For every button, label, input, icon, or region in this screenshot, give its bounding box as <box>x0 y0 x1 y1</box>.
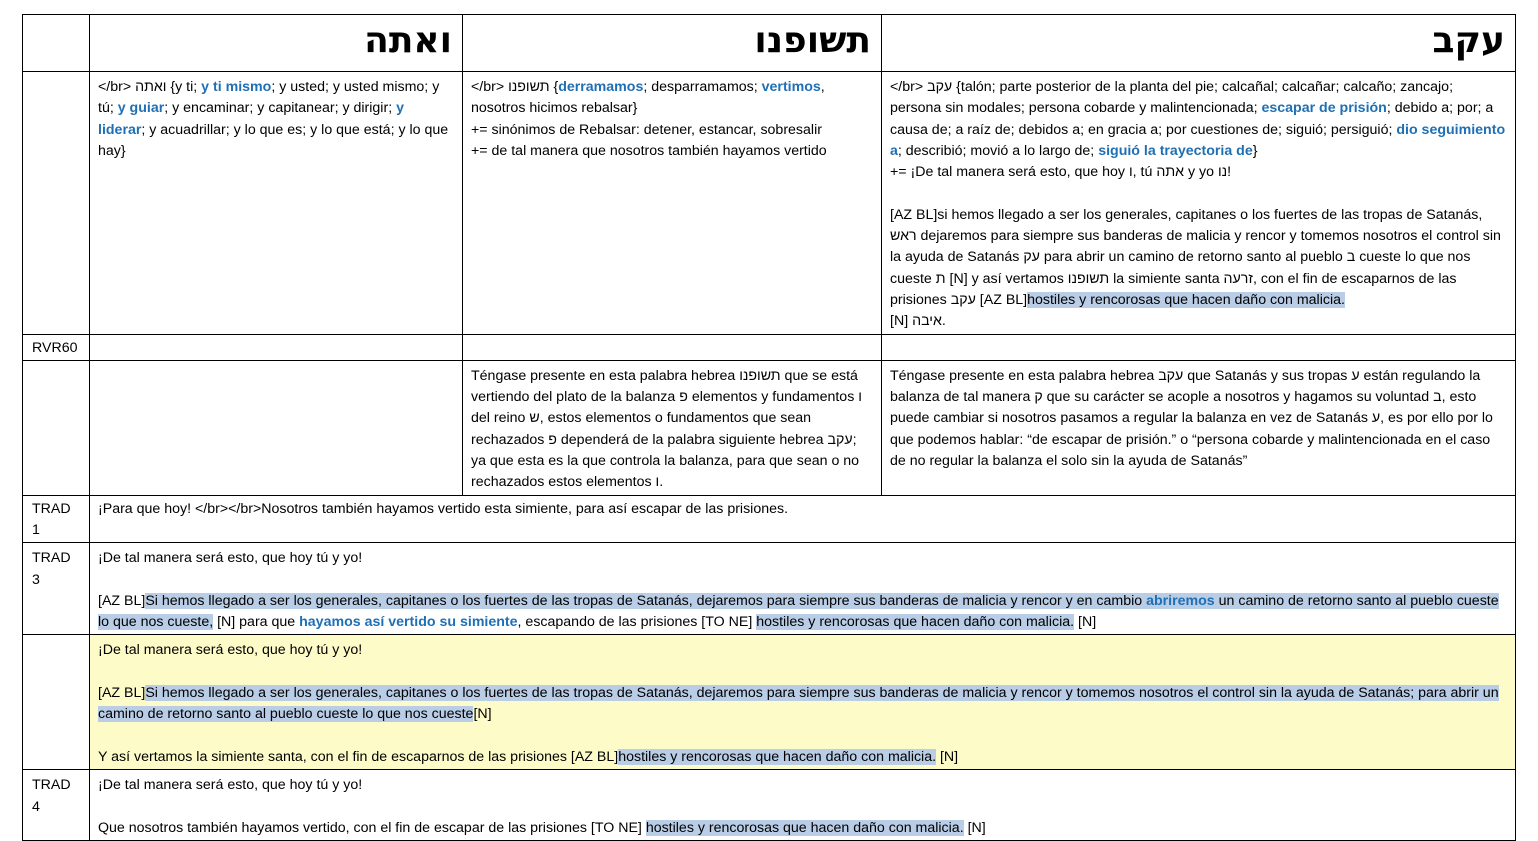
definition-segment: ; y encaminar; y capitanear; y dirigir; <box>164 100 397 117</box>
definition-segment: ; desparramamos; <box>643 79 762 95</box>
definition-segment: } <box>1252 142 1258 159</box>
rvr-cell-3 <box>882 334 1516 360</box>
bold-term: derramamos <box>558 79 644 95</box>
yellow-p2-end: [N] <box>936 748 959 765</box>
bold-term: y liderar <box>98 100 404 138</box>
bold-term: vertimos <box>761 79 821 95</box>
definition-3-text <box>890 77 1507 162</box>
rvr-label: RVR60 <box>23 334 90 360</box>
rvr-cell-1 <box>90 334 463 360</box>
trad3-row <box>23 543 1516 635</box>
note-cell-3: Téngase presente en esta palabra hebrea עקב que Satanás y sus tropas ע están regulando la balanza de tal manera ק que su carácter se acople a nosotros y hagamos su voluntad ב, esto puede cambiar si nosotros pasamos a regular la balanza en vez de Satanás ע, es por ello por lo que podemos hablar: “de escapar de prisión.” o “persona cobarde y malintencionada en el caso de no regular la balanza el solo sin la ayuda de Satanás” <box>882 360 1516 495</box>
definition-segment: , nosotros hicimos rebalsar} <box>471 79 825 117</box>
definition-cell-3 <box>882 72 1516 335</box>
yellow-label-cell <box>23 635 90 770</box>
definition-segment: ; debido a; por; a causa de; a raíz de; debidos a; en gracia a; por cuestiones de; siguió; persiguió; <box>890 100 1494 138</box>
trad4-label: TRAD 4 <box>23 770 90 841</box>
trad3-line1: ¡De tal manera será esto, que hoy tú y yo! <box>98 550 363 567</box>
notes-label-cell <box>23 360 90 495</box>
note-cell-2: Téngase presente en esta palabra hebrea תשופנו que se está vertiendo del plato de la balanza פ elementos y fundamentos ו del reino ש, estos elementos o fundamentos que sean rechazados פ dependerá de la palabra siguiente hebrea עקב; ya que esta es la que controla la balanza, para que sean o no rechazados estos elementos ו. <box>463 360 882 495</box>
trad3-mid: , escapando de las prisiones [TO NE] <box>517 614 757 631</box>
bold-term: dio seguimiento a <box>890 121 1506 159</box>
trad4-cell <box>90 770 1516 841</box>
definition-1-text <box>98 79 448 159</box>
yellow-paragraph-2 <box>98 747 1507 768</box>
bold-term: escapar de prisión <box>1261 100 1387 117</box>
trad3-n1: [N] para que <box>213 614 300 631</box>
rvr-row <box>23 334 1516 360</box>
trad1-label: TRAD 1 <box>23 495 90 543</box>
yellow-p2-text: Y así vertamos la simiente santa, con el fin de escaparnos de las prisiones [AZ BL] <box>98 748 619 765</box>
header-word-2: תשופנו <box>463 15 882 72</box>
definition-3-para-a: [AZ BL]si hemos llegado a ser los generales, capitanes o los fuertes de las tropas de Satanás, ראש dejaremos para siempre sus banderas de malicia y rencor y tomemos nosotros el control sin la ayuda de Satanás עק para abrir un camino de retorno santo al pueblo ב cueste lo que nos cueste ת [N] y así vertamos תשופנו la simiente santa זרעה, con el fin de escaparnos de las prisiones עקב [AZ BL] <box>890 206 1501 308</box>
yellow-cell <box>90 635 1516 770</box>
definition-segment: ; y usted; y usted mismo; y tú; <box>98 79 440 117</box>
notes-cell-1 <box>90 360 463 495</box>
yellow-p2-highlight: hostiles y rencorosas que hacen daño con malicia. <box>618 748 937 765</box>
trad4-end: [N] <box>963 819 986 836</box>
definition-segment: </br> תשופנו { <box>471 79 559 95</box>
yellow-p1-highlight: Si hemos llegado a ser los generales, capitanes o los fuertes de las tropas de Satanás, dejaremos para siempre sus banderas de malicia y rencor y tomemos nosotros el control sin la ayuda de Satanás; para abrir un camino de retorno santo al pueblo cueste lo que nos cueste <box>98 685 1499 723</box>
header-word-3: עקב <box>882 15 1516 72</box>
yellow-p1-tag: [AZ BL] <box>98 685 146 702</box>
spacer <box>890 183 1507 204</box>
rvr-cell-2 <box>463 334 882 360</box>
definition-3-paragraph <box>890 205 1507 333</box>
trad3-highlight-2: un camino de retorno santo al pueblo cueste lo que nos cueste, <box>98 592 1499 631</box>
trad3-end: [N] <box>1074 614 1097 631</box>
spacer <box>98 726 1507 747</box>
definition-3-line: += ¡De tal manera será esto, que hoy ו, tú אתה y yo נו! <box>890 164 1232 181</box>
spacer <box>98 662 1507 683</box>
notes-row <box>23 360 1516 495</box>
yellow-row <box>23 635 1516 770</box>
trad3-label: TRAD 3 <box>23 543 90 635</box>
header-label-cell <box>23 15 90 72</box>
definition-cell-2 <box>463 72 882 335</box>
header-word-1: ואתה <box>90 15 463 72</box>
trad3-highlight-3: hostiles y rencorosas que hacen daño con malicia. <box>756 614 1075 631</box>
definition-segment: ; y acuadrillar; y lo que es; y lo que está; y lo que hay} <box>98 121 449 159</box>
trad4-paragraph <box>98 818 1507 839</box>
definitions-row <box>23 72 1516 335</box>
bold-term: y guiar <box>117 100 165 117</box>
trad3-highlight-1: Si hemos llegado a ser los generales, capitanes o los fuertes de las tropas de Satanás, dejaremos para siempre sus banderas de malicia y rencor y en cambio <box>145 592 1147 609</box>
trad1-row <box>23 495 1516 543</box>
trad3-paragraph <box>98 591 1507 634</box>
trad1-text: ¡Para que hoy! </br></br>Nosotros también hayamos vertido esta simiente, para así escapar de las prisiones. <box>90 495 1516 543</box>
yellow-line1: ¡De tal manera será esto, que hoy tú y yo! <box>98 642 363 659</box>
trad3-tag: [AZ BL] <box>98 592 146 609</box>
definition-segment: ; describió; movió a lo largo de; <box>897 142 1099 159</box>
spacer <box>98 797 1507 818</box>
translation-table <box>22 14 1516 841</box>
trad3-bold-1: abriremos <box>1146 592 1215 609</box>
definitions-label-cell <box>23 72 90 335</box>
trad3-cell <box>90 543 1516 635</box>
definition-3-para-highlight: hostiles y rencorosas que hacen daño con malicia. <box>1027 291 1345 308</box>
trad4-text: Que nosotros también hayamos vertido, con el fin de escapar de las prisiones [TO NE] <box>98 819 646 836</box>
spacer <box>98 570 1507 591</box>
yellow-p1-end: [N] <box>473 706 492 723</box>
definition-2-line-1: += sinónimos de Rebalsar: detener, estancar, sobresalir <box>471 121 822 138</box>
bold-term: y ti mismo <box>201 79 272 95</box>
definition-segment: </br> ואתה {y ti; <box>98 79 202 95</box>
definition-2-line-2: += de tal manera que nosotros también hayamos vertido <box>471 142 827 159</box>
trad4-line1: ¡De tal manera será esto, que hoy tú y yo! <box>98 777 363 794</box>
definition-segment: </br> עקב {talón; parte posterior de la planta del pie; calcañal; calcañar; calcaño; zancajo; persona sin modales; persona cobarde y malintencionada; <box>890 79 1454 117</box>
definition-2-text <box>471 77 873 120</box>
definition-3-para-end: [N] איבה. <box>890 313 946 330</box>
yellow-paragraph-1 <box>98 683 1507 726</box>
trad4-row <box>23 770 1516 841</box>
header-row <box>23 15 1516 72</box>
definition-cell-1 <box>90 72 463 335</box>
trad3-bold-2: hayamos así vertido su simiente <box>299 614 518 631</box>
trad4-highlight: hostiles y rencorosas que hacen daño con malicia. <box>645 819 964 836</box>
bold-term: siguió la trayectoria de <box>1098 142 1253 159</box>
